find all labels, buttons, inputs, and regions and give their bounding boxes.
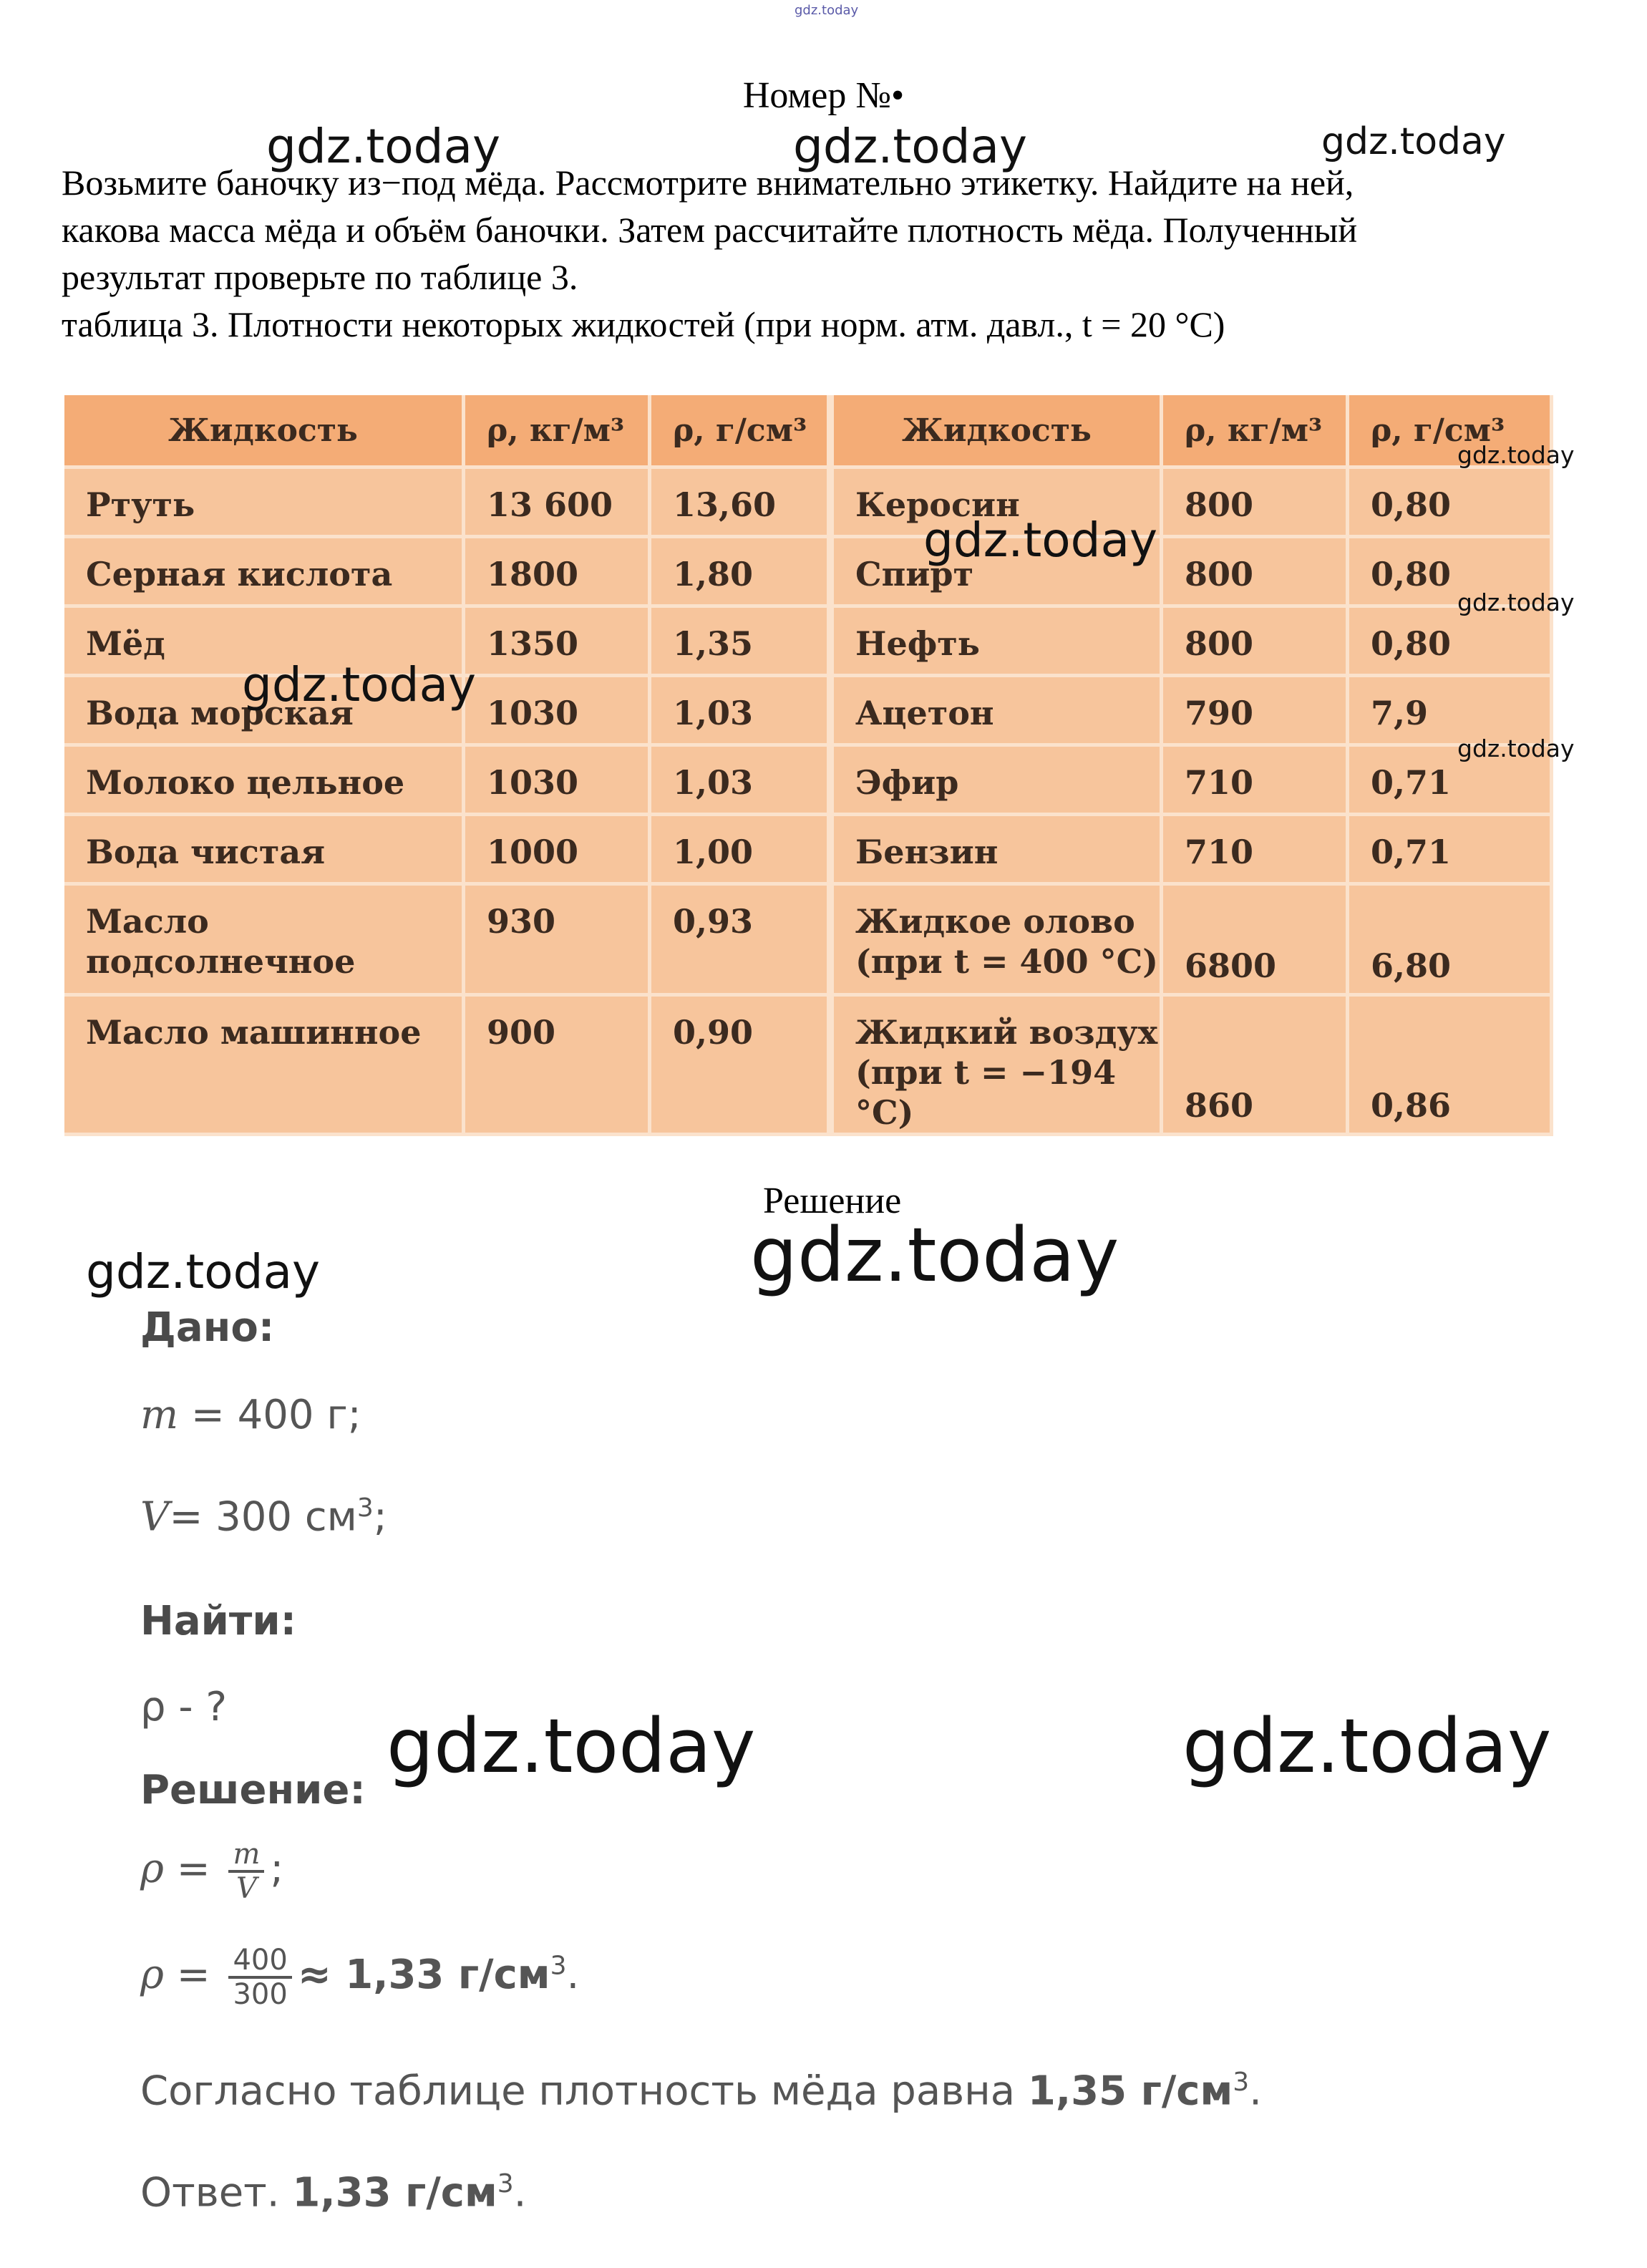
comparison-text <box>140 2068 1262 2115</box>
table-value: 1,35 г/см <box>1027 2068 1233 2115</box>
column-header: Жидкость <box>64 395 465 469</box>
table-cell: 0,71 <box>1349 747 1553 816</box>
table-cell: 13 600 <box>465 469 651 538</box>
exponent: 3 <box>356 1493 374 1523</box>
table-cell: Ртуть <box>64 469 465 538</box>
table-cell: Бензин <box>834 816 1163 886</box>
table-cell: 790 <box>1163 677 1349 747</box>
task-line: результат проверьте по таблице 3. <box>62 257 578 297</box>
table-cell: 0,80 <box>1349 538 1553 608</box>
given-volume <box>140 1493 387 1541</box>
answer-label: Ответ. <box>140 2169 293 2216</box>
column-header: ρ, г/см³ <box>1349 395 1553 469</box>
table-cell: Вода морская <box>64 677 465 747</box>
answer-value: 1,33 г/см <box>292 2169 497 2216</box>
watermark: gdz.today <box>86 1244 321 1299</box>
watermark: gdz.today <box>750 1211 1119 1299</box>
table-row <box>64 469 1553 538</box>
fraction <box>228 1838 264 1904</box>
watermark: gdz.today <box>1457 588 1575 616</box>
table-cell: 1800 <box>465 538 651 608</box>
table-cell: Спирт <box>834 538 1163 608</box>
table-cell: 1350 <box>465 608 651 677</box>
table-row <box>64 747 1553 816</box>
table-cell: 1,03 <box>651 677 834 747</box>
watermark: gdz.today <box>242 657 477 712</box>
punctuation: . <box>566 1952 580 1999</box>
mass-value: = 400 г; <box>178 1392 361 1438</box>
table-cell: Масло машинное <box>64 997 465 1136</box>
punctuation: ; <box>373 1493 387 1541</box>
solution-title: Решение <box>763 1181 902 1221</box>
watermark: gdz.today <box>1457 735 1575 762</box>
table-cell: 1,00 <box>651 816 834 886</box>
exponent: 3 <box>1233 2068 1250 2097</box>
table-cell: 1,35 <box>651 608 834 677</box>
watermark: gdz.today <box>266 119 501 174</box>
answer-text <box>140 2169 526 2216</box>
fraction-denominator: V <box>235 1872 257 1905</box>
table-header-row <box>64 395 1553 469</box>
table-cell: 710 <box>1163 816 1349 886</box>
punctuation: . <box>1249 2068 1262 2115</box>
table-cell: 930 <box>465 886 651 997</box>
table-cell: 0,71 <box>1349 816 1553 886</box>
mass-variable: m <box>140 1392 179 1438</box>
fraction <box>228 1944 291 2010</box>
punctuation: . <box>513 2169 527 2216</box>
table-cell: 800 <box>1163 538 1349 608</box>
table-cell: 860 <box>1163 997 1349 1136</box>
table-cell: 0,90 <box>651 997 834 1136</box>
table-cell: Эфир <box>834 747 1163 816</box>
table-cell: Вода чистая <box>64 816 465 886</box>
table-cell: Мёд <box>64 608 465 677</box>
fraction-numerator: 400 <box>228 1944 291 1979</box>
formula-density <box>140 1838 283 1904</box>
table-cell: 710 <box>1163 747 1349 816</box>
watermark: gdz.today <box>1182 1702 1552 1790</box>
table-caption: таблица 3. Плотности некоторых жидкостей (при норм. атм. давл., t = 20 °C) <box>62 304 1225 344</box>
table-cell: 800 <box>1163 469 1349 538</box>
table-cell: Нефть <box>834 608 1163 677</box>
watermark: gdz.today <box>793 119 1028 174</box>
table-cell: 1030 <box>465 677 651 747</box>
comparison-label: Согласно таблице плотность мёда равна <box>140 2068 1028 2115</box>
solution-label: Решение: <box>140 1767 366 1813</box>
exponent: 3 <box>550 1951 567 1981</box>
table-cell: 1000 <box>465 816 651 886</box>
watermark: gdz.today <box>923 513 1158 568</box>
table-row <box>64 538 1553 608</box>
table-row <box>64 816 1553 886</box>
table-cell: 800 <box>1163 608 1349 677</box>
table-cell: Масло подсолнечное <box>64 886 465 997</box>
find-label: Найти: <box>140 1598 296 1644</box>
watermark: gdz.today <box>387 1702 756 1790</box>
table-cell: Ацетон <box>834 677 1163 747</box>
table-cell: 1,80 <box>651 538 834 608</box>
column-header: Жидкость <box>834 395 1163 469</box>
watermark: gdz.today <box>1321 120 1506 163</box>
table-cell: 0,86 <box>1349 997 1553 1136</box>
volume-variable: V <box>140 1493 170 1541</box>
task-line: какова масса мёда и объём баночки. Затем рассчитайте плотность мёда. Полученный <box>62 210 1358 250</box>
result-value: ≈ 1,33 г/см <box>297 1952 550 1999</box>
table-row <box>64 886 1553 997</box>
top-watermark: gdz.today <box>795 3 859 18</box>
density-table <box>64 395 1553 1136</box>
table-cell: Керосин <box>834 469 1163 538</box>
given-label: Дано: <box>140 1304 275 1351</box>
column-header: ρ, кг/м³ <box>465 395 651 469</box>
task-line: Возьмите баночку из−под мёда. Рассмотрите внимательно этикетку. Найдите на ней, <box>62 163 1354 203</box>
table-cell: 6,80 <box>1349 886 1553 997</box>
watermark: gdz.today <box>1457 441 1575 469</box>
volume-value: = 300 см <box>169 1493 357 1541</box>
fraction-numerator: m <box>228 1838 264 1873</box>
table-cell: 0,80 <box>1349 608 1553 677</box>
table-cell: 900 <box>465 997 651 1136</box>
density-variable: ρ <box>140 1846 164 1893</box>
equals: = <box>163 1952 223 1999</box>
table-cell: Жидкое олово (при t = 400 °C) <box>834 886 1163 997</box>
table-cell: 1,03 <box>651 747 834 816</box>
table-cell: 6800 <box>1163 886 1349 997</box>
equals: = <box>163 1846 223 1893</box>
column-header: ρ, кг/м³ <box>1163 395 1349 469</box>
table-cell: Молоко цельное <box>64 747 465 816</box>
table-cell: 1030 <box>465 747 651 816</box>
table-cell: 7,9 <box>1349 677 1553 747</box>
density-variable: ρ <box>140 1952 164 1999</box>
formula-calculation <box>140 1944 579 2010</box>
given-mass <box>140 1392 361 1438</box>
punctuation: ; <box>270 1846 284 1893</box>
table-cell: 0,80 <box>1349 469 1553 538</box>
table-cell: 13,60 <box>651 469 834 538</box>
exponent: 3 <box>497 2169 514 2199</box>
table-cell: 0,93 <box>651 886 834 997</box>
page-title: Номер №• <box>742 75 905 116</box>
table-row <box>64 997 1553 1136</box>
table-cell: Жидкий воздух (при t = −194 °C) <box>834 997 1163 1136</box>
find-value: ρ - ? <box>140 1684 228 1730</box>
task-text <box>62 159 1622 348</box>
column-header: ρ, г/см³ <box>651 395 834 469</box>
table-cell: Серная кислота <box>64 538 465 608</box>
fraction-denominator: 300 <box>233 1978 288 2011</box>
